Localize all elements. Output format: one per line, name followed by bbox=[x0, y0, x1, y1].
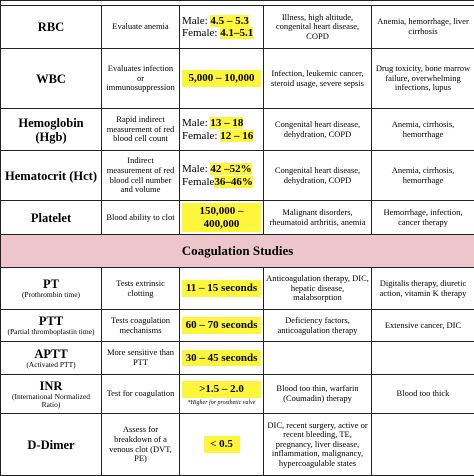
test-purpose: Tests coagulation mechanisms bbox=[102, 310, 180, 342]
low-causes bbox=[372, 342, 474, 375]
high-causes: Congenital heart disease, dehydration, COPD bbox=[264, 151, 372, 201]
low-causes: Extensive cancer, DIC bbox=[372, 310, 474, 342]
high-causes: Deficiency factors, anticoagulation therapy bbox=[264, 310, 372, 342]
test-name: D-Dimer bbox=[1, 414, 102, 476]
section-title: Coagulation Studies bbox=[1, 235, 474, 268]
normal-range: 11 – 15 seconds bbox=[180, 268, 264, 310]
table-row-hemoglobin bbox=[1, 109, 474, 151]
test-name: Hematocrit (Hct) bbox=[1, 151, 102, 201]
normal-range: Male: 42 –52% Female36–46% bbox=[180, 151, 264, 201]
normal-range: 60 – 70 seconds bbox=[180, 310, 264, 342]
test-purpose: Evaluates infection or immunosuppression bbox=[102, 49, 180, 109]
low-causes: Anemia, hemorrhage, liver cirrhosis bbox=[372, 6, 474, 49]
range-footnote: *Higher for prosthetic valve bbox=[182, 400, 261, 407]
test-purpose: More sensitive than PTT bbox=[102, 342, 180, 375]
table-row-inr bbox=[1, 375, 474, 414]
low-causes bbox=[372, 414, 474, 476]
low-causes: Digitalis therapy, diuretic action, vitamin K therapy bbox=[372, 268, 474, 310]
low-causes: Drug toxicity, bone marrow failure, overwhelming infections, lupus bbox=[372, 49, 474, 109]
high-causes: Malignant disorders, rheumatoid arthritis, anemia bbox=[264, 201, 372, 235]
low-causes: Anemia, cirrhosis, hemorrhage bbox=[372, 109, 474, 151]
test-name: Platelet bbox=[1, 201, 102, 235]
test-purpose: Evaluate anemia bbox=[102, 6, 180, 49]
normal-range: 30 – 45 seconds bbox=[180, 342, 264, 375]
section-header-row bbox=[1, 235, 474, 268]
table-row-hematocrit bbox=[1, 151, 474, 201]
high-causes: Congenital heart disease, dehydration, COPD bbox=[264, 109, 372, 151]
test-name: INR (International Normalized Ratio) bbox=[1, 375, 102, 414]
test-purpose: Indirect measurement of red blood cell number and volume bbox=[102, 151, 180, 201]
table-row-d-dimer bbox=[1, 414, 474, 476]
test-purpose: Rapid indirect measurement of red blood cell count bbox=[102, 109, 180, 151]
normal-range: 150,000 – 400,000 bbox=[180, 201, 264, 235]
low-causes: Anemia, cirrhosis, hemorrhage bbox=[372, 151, 474, 201]
high-causes: Blood too thin, warfarin (Coumadin) therapy bbox=[264, 375, 372, 414]
test-name: APTT (Activated PTT) bbox=[1, 342, 102, 375]
high-causes: DIC, recent surgery, active or recent bleeding, TE, pregnancy, liver disease, inflammation, malignancy, hypercoagulable states bbox=[264, 414, 372, 476]
table-row-aptt bbox=[1, 342, 474, 375]
table-row-ptt bbox=[1, 310, 474, 342]
test-name: PTT (Partial thromboplastin time) bbox=[1, 310, 102, 342]
test-name: Hemoglobin (Hgb) bbox=[1, 109, 102, 151]
test-purpose: Assess for breakdown of a venous clot (DVT, PE) bbox=[102, 414, 180, 476]
table-row-rbc bbox=[1, 6, 474, 49]
low-causes: Blood too thick bbox=[372, 375, 474, 414]
table-row-pt bbox=[1, 268, 474, 310]
table-row-wbc bbox=[1, 49, 474, 109]
test-purpose: Blood ability to clot bbox=[102, 201, 180, 235]
high-causes: Anticoagulation therapy, DIC, hepatic disease, malabsorption bbox=[264, 268, 372, 310]
table-row-platelet bbox=[1, 201, 474, 235]
test-name: PT (Prothrombin time) bbox=[1, 268, 102, 310]
low-causes: Hemorrhage, infection, cancer therapy bbox=[372, 201, 474, 235]
test-name: WBC bbox=[1, 49, 102, 109]
high-causes bbox=[264, 342, 372, 375]
high-causes: Infection, leukemic cancer, steroid usage, severe sepsis bbox=[264, 49, 372, 109]
test-purpose: Test for coagulation bbox=[102, 375, 180, 414]
normal-range: < 0.5 bbox=[180, 414, 264, 476]
normal-range: Male: 13 – 18 Female: 12 – 16 bbox=[180, 109, 264, 151]
normal-range: Male: 4.5 – 5.3 Female: 4.1–5.1 bbox=[180, 6, 264, 49]
test-name: RBC bbox=[1, 6, 102, 49]
high-causes: Illness, high altitude, congenital heart disease, COPD bbox=[264, 6, 372, 49]
test-purpose: Tests extrinsic clotting bbox=[102, 268, 180, 310]
normal-range: 5,000 – 10,000 bbox=[180, 49, 264, 109]
normal-range: >1.5 – 2.0 *Higher for prosthetic valve bbox=[180, 375, 264, 414]
